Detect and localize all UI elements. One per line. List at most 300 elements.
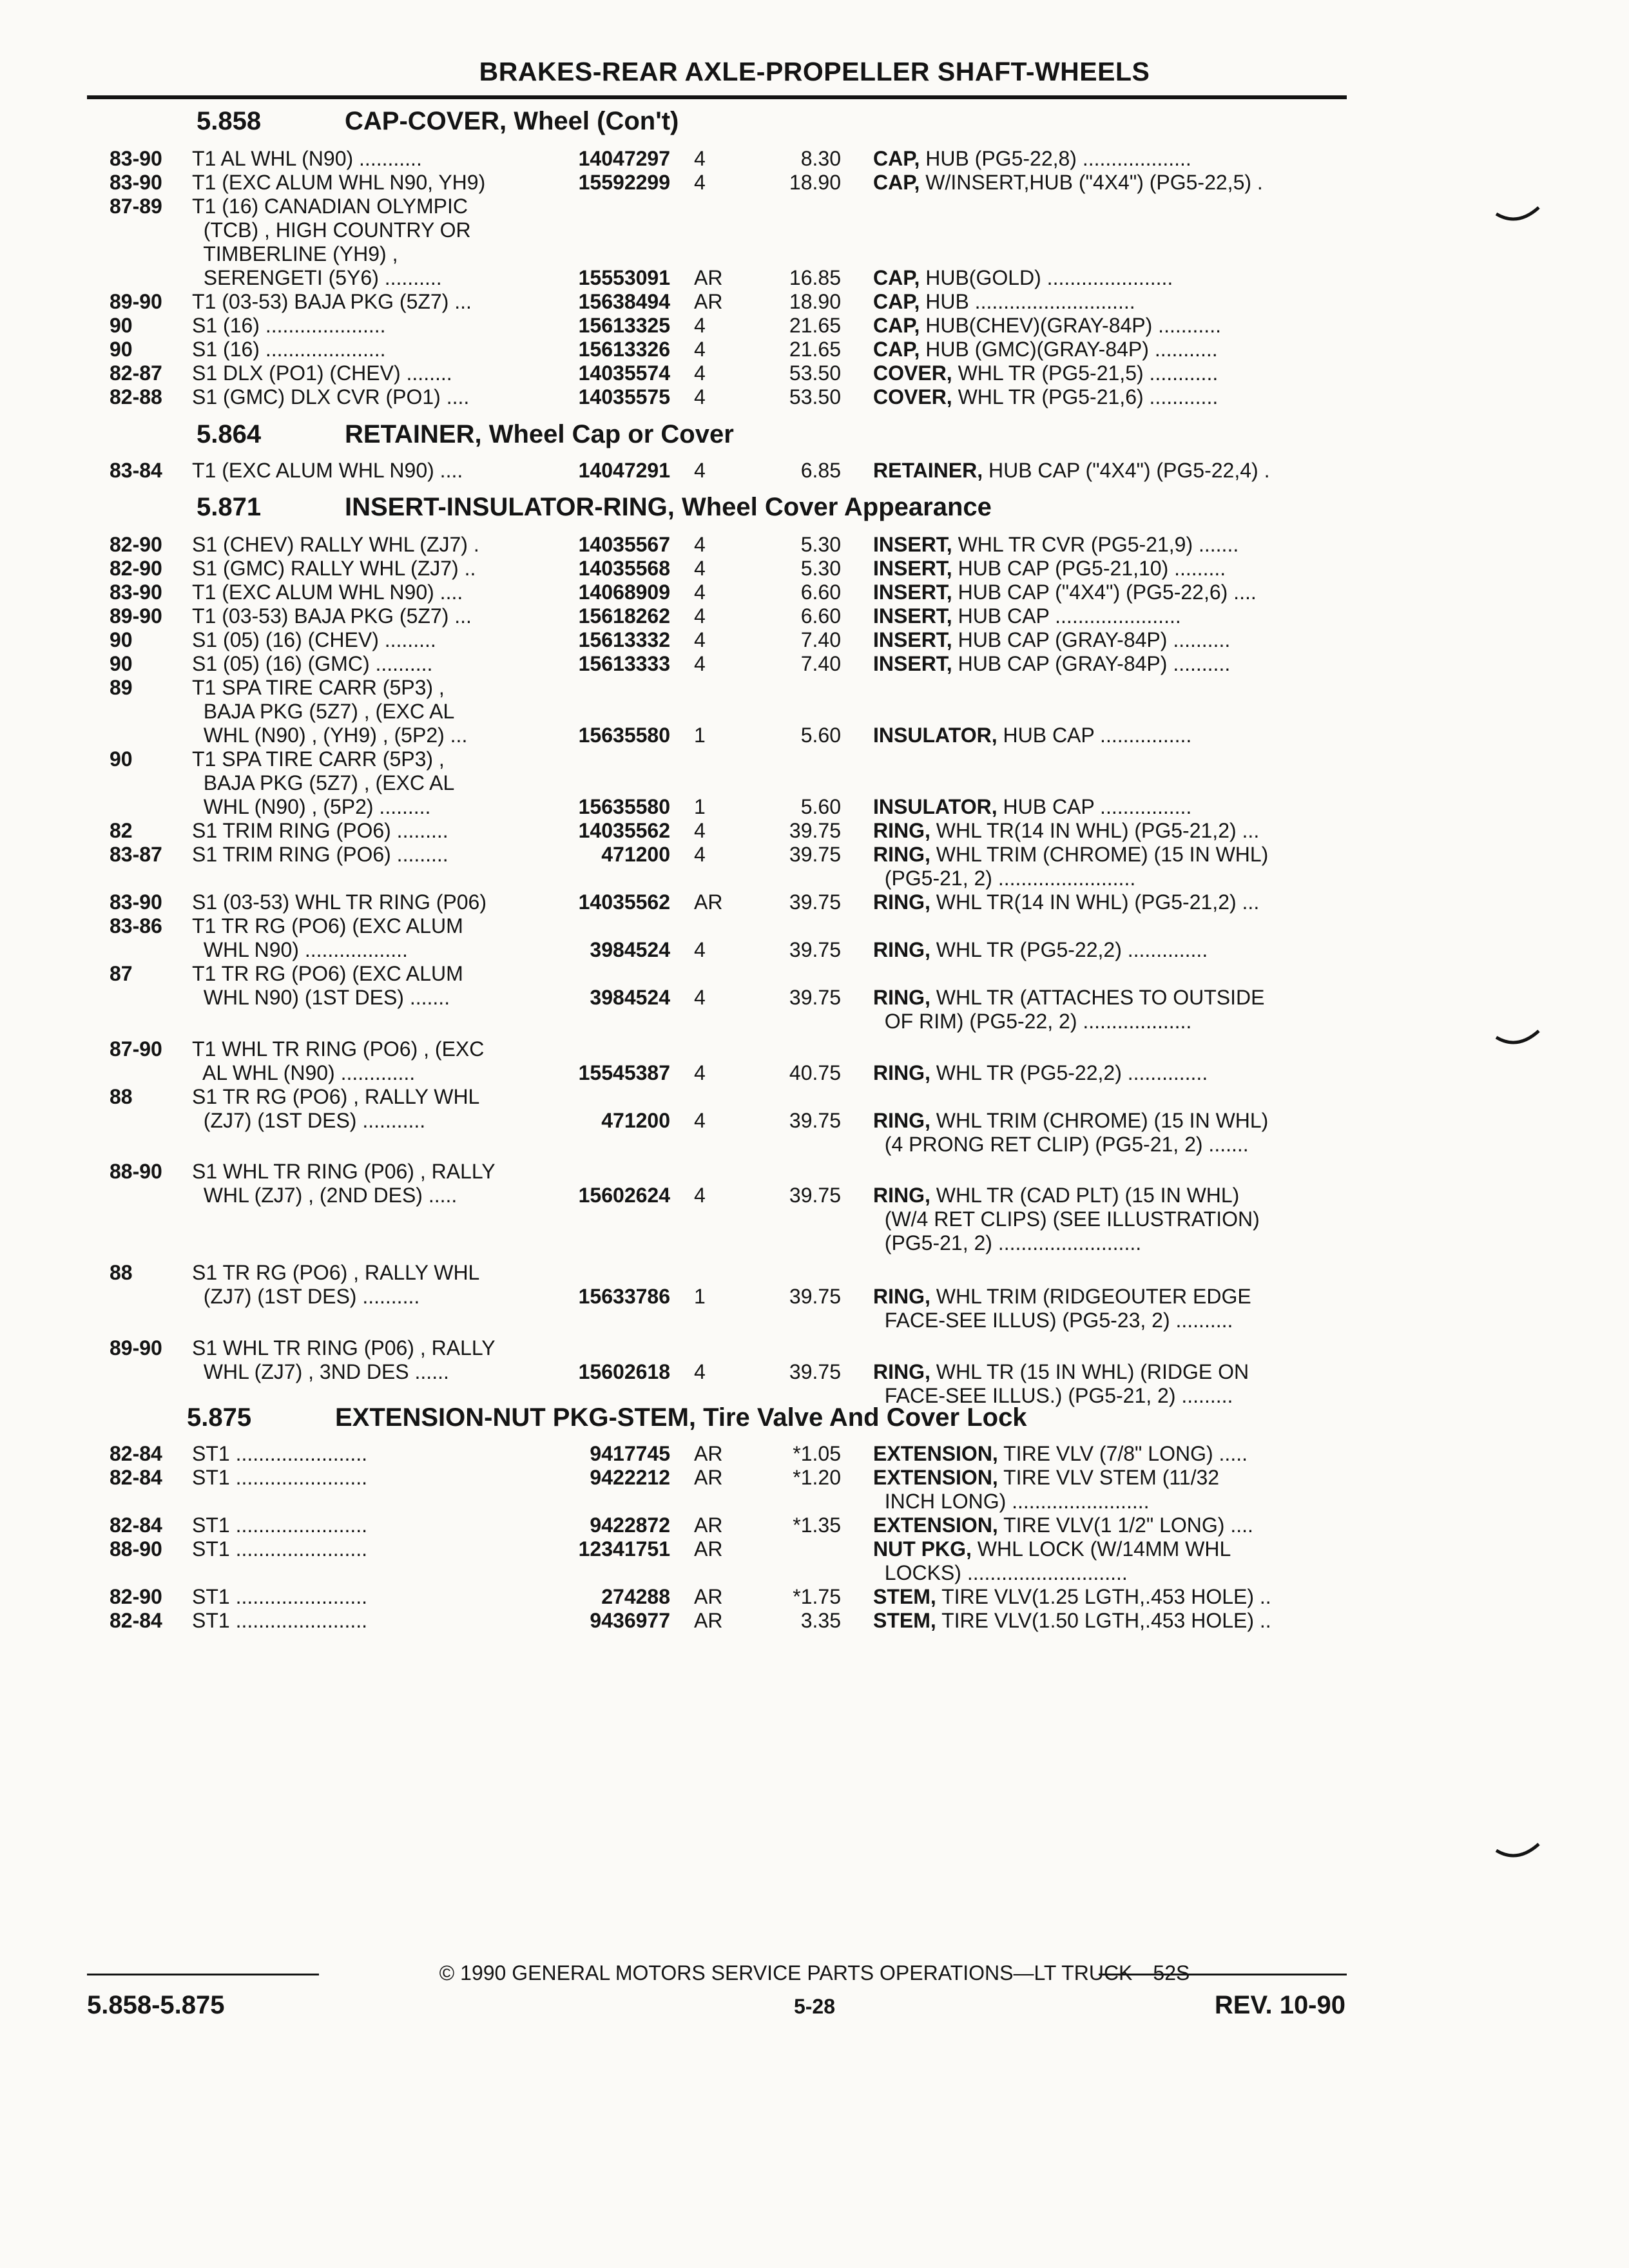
part-name-cell xyxy=(873,1537,1350,1561)
part-number-cell: 14035562 xyxy=(578,819,670,842)
description-cell: ST1 ....................... xyxy=(192,1466,368,1489)
description-cell: T1 WHL TR RING (PO6) , (EXC xyxy=(192,1037,485,1061)
part-name-detail: HUB(GOLD) ...................... xyxy=(920,266,1173,289)
part-number-cell: 274288 xyxy=(601,1585,670,1608)
year-cell: 88-90 xyxy=(110,1160,162,1183)
year-cell: 82-90 xyxy=(110,557,162,580)
part-number-cell: 14047297 xyxy=(578,147,670,170)
year-cell: 83-90 xyxy=(110,171,162,194)
description-cell: ST1 ....................... xyxy=(192,1609,368,1632)
part-name-detail: WHL TRIM (RIDGEOUTER EDGE xyxy=(930,1285,1251,1308)
price-cell: 21.65 xyxy=(789,338,841,361)
description-cell: ST1 ....................... xyxy=(192,1514,368,1537)
part-number-cell: 14035568 xyxy=(578,557,670,580)
part-number-cell: 14035562 xyxy=(578,890,670,914)
part-name-detail: LOCKS) ............................ xyxy=(873,1561,1128,1584)
description-cell: WHL (ZJ7) , 3ND DES ...... xyxy=(192,1360,449,1383)
part-name-keyword: RING, xyxy=(873,1184,930,1207)
part-name-cell xyxy=(873,652,1350,676)
description-cell: S1 (16) ..................... xyxy=(192,314,386,337)
part-name-cell xyxy=(873,1109,1350,1133)
part-name-detail: HUB CAP ("4X4") (PG5-22,4) . xyxy=(983,459,1270,482)
quantity-cell: 4 xyxy=(694,557,706,580)
year-cell: 82-90 xyxy=(110,1585,162,1608)
part-number-cell: 12341751 xyxy=(578,1537,670,1561)
part-name-cell xyxy=(873,819,1350,843)
price-cell: 21.65 xyxy=(789,314,841,337)
margin-check-mark xyxy=(1495,1030,1540,1049)
part-name-cell xyxy=(873,361,1350,385)
price-cell: 39.75 xyxy=(789,938,841,961)
part-name-keyword: RING, xyxy=(873,843,930,866)
year-cell: 89-90 xyxy=(110,604,162,628)
part-name-detail: HUB CAP (GRAY-84P) .......... xyxy=(952,652,1231,675)
part-name-cell xyxy=(873,266,1350,290)
description-cell: T1 AL WHL (N90) ........... xyxy=(192,147,422,170)
description-cell: S1 WHL TR RING (P06) , RALLY xyxy=(192,1160,496,1183)
section-title: INSERT-INSULATOR-RING, Wheel Cover Appearance xyxy=(345,493,992,521)
part-name-detail: WHL TRIM (CHROME) (15 IN WHL) xyxy=(930,1109,1269,1132)
description-cell: ST1 ....................... xyxy=(192,1442,368,1465)
part-name-detail: TIRE VLV (7/8" LONG) ..... xyxy=(998,1442,1248,1465)
part-name-cell xyxy=(873,1309,1350,1332)
price-cell: 6.60 xyxy=(800,581,841,604)
price-cell: 5.30 xyxy=(800,533,841,556)
year-cell: 87-89 xyxy=(110,195,162,218)
description-cell: AL WHL (N90) ............. xyxy=(192,1061,416,1084)
part-name-detail: OF RIM) (PG5-22, 2) ................... xyxy=(873,1010,1192,1033)
year-cell: 82-90 xyxy=(110,533,162,556)
description-cell: SERENGETI (5Y6) .......... xyxy=(192,266,442,289)
part-name-detail: HUB CAP ................ xyxy=(997,795,1192,818)
price-cell: 39.75 xyxy=(789,819,841,842)
part-number-cell: 14035567 xyxy=(578,533,670,556)
part-name-cell xyxy=(873,1207,1350,1231)
part-name-detail: TIRE VLV STEM (11/32 xyxy=(998,1466,1220,1489)
part-name-detail: (PG5-21, 2) ........................ xyxy=(873,867,1136,890)
part-name-keyword: CAP, xyxy=(873,338,920,361)
year-cell: 82-88 xyxy=(110,385,162,408)
part-name-detail: WHL TR (PG5-21,5) ............ xyxy=(952,361,1219,385)
section-number: 5.858 xyxy=(197,107,262,135)
description-cell: T1 (03-53) BAJA PKG (5Z7) ... xyxy=(192,290,472,313)
part-number-cell: 15633786 xyxy=(578,1285,670,1308)
year-cell: 83-84 xyxy=(110,459,162,482)
part-name-cell xyxy=(873,1442,1350,1466)
year-cell: 90 xyxy=(110,652,133,675)
price-cell: 6.60 xyxy=(800,604,841,628)
description-cell: S1 TRIM RING (PO6) ......... xyxy=(192,843,448,866)
page-header: BRAKES-REAR AXLE-PROPELLER SHAFT-WHEELS xyxy=(479,57,1150,86)
price-cell: 16.85 xyxy=(789,266,841,289)
section-heading-5864 xyxy=(197,420,734,449)
quantity-cell: AR xyxy=(694,1609,723,1632)
part-name-keyword: INSERT, xyxy=(873,557,952,580)
part-name-detail: HUB ............................ xyxy=(920,290,1135,313)
description-cell: WHL (N90) , (YH9) , (5P2) ... xyxy=(192,724,468,747)
margin-check-mark xyxy=(1495,1843,1540,1862)
quantity-cell: 4 xyxy=(694,171,706,194)
quantity-cell: 4 xyxy=(694,314,706,337)
description-cell: WHL (N90) , (5P2) ......... xyxy=(192,795,431,818)
description-cell: ST1 ....................... xyxy=(192,1537,368,1561)
price-cell: 39.75 xyxy=(789,1285,841,1308)
quantity-cell: 4 xyxy=(694,843,706,866)
price-cell: *1.75 xyxy=(793,1585,841,1608)
section-title: CAP-COVER, Wheel (Con't) xyxy=(345,107,679,135)
part-name-detail: HUB CAP ................ xyxy=(997,724,1192,747)
part-name-cell xyxy=(873,557,1350,581)
part-number-cell: 14068909 xyxy=(578,581,670,604)
part-number-cell: 15613333 xyxy=(578,652,670,675)
quantity-cell: 4 xyxy=(694,385,706,408)
part-name-cell xyxy=(873,1285,1350,1309)
quantity-cell: AR xyxy=(694,290,723,313)
part-name-keyword: CAP, xyxy=(873,171,920,194)
year-cell: 83-90 xyxy=(110,890,162,914)
description-cell: (TCB) , HIGH COUNTRY OR xyxy=(192,218,471,242)
section-number: 5.871 xyxy=(197,493,262,521)
part-name-cell xyxy=(873,338,1350,361)
part-name-cell xyxy=(873,459,1350,483)
year-cell: 90 xyxy=(110,747,133,771)
description-cell: T1 (EXC ALUM WHL N90) .... xyxy=(192,581,463,604)
price-cell: *1.35 xyxy=(793,1514,841,1537)
description-cell: S1 WHL TR RING (P06) , RALLY xyxy=(192,1336,496,1360)
part-number-cell: 15553091 xyxy=(578,266,670,289)
part-name-detail: HUB CAP (PG5-21,10) ......... xyxy=(952,557,1226,580)
year-cell: 83-87 xyxy=(110,843,162,866)
part-name-detail: HUB (GMC)(GRAY-84P) ........... xyxy=(920,338,1218,361)
part-number-cell: 9417745 xyxy=(590,1442,670,1465)
part-name-keyword: STEM, xyxy=(873,1609,936,1632)
part-number-cell: 3984524 xyxy=(590,986,670,1009)
part-number-cell: 15635580 xyxy=(578,724,670,747)
section-number: 5.864 xyxy=(197,420,262,448)
part-name-cell xyxy=(873,890,1350,914)
year-cell: 88-90 xyxy=(110,1537,162,1561)
part-number-cell: 15613325 xyxy=(578,314,670,337)
part-name-cell xyxy=(873,385,1350,409)
part-number-cell: 9436977 xyxy=(590,1609,670,1632)
quantity-cell: 4 xyxy=(694,459,706,482)
part-name-detail: WHL TR CVR (PG5-21,9) ....... xyxy=(952,533,1239,556)
section-number: 5.875 xyxy=(187,1403,252,1432)
part-name-cell xyxy=(873,1360,1350,1384)
price-cell: 3.35 xyxy=(800,1609,841,1632)
quantity-cell: AR xyxy=(694,890,723,914)
part-number-cell: 15613326 xyxy=(578,338,670,361)
part-name-detail: HUB CAP ...................... xyxy=(952,604,1181,628)
quantity-cell: 4 xyxy=(694,1061,706,1084)
description-cell: ST1 ....................... xyxy=(192,1585,368,1608)
description-cell: S1 (05) (16) (GMC) .......... xyxy=(192,652,433,675)
part-name-keyword: RING, xyxy=(873,890,930,914)
part-name-detail: WHL TR (PG5-21,6) ............ xyxy=(952,385,1219,408)
part-name-detail: W/INSERT,HUB ("4X4") (PG5-22,5) . xyxy=(920,171,1263,194)
quantity-cell: AR xyxy=(694,266,723,289)
part-number-cell: 15613332 xyxy=(578,628,670,651)
part-name-cell xyxy=(873,938,1350,962)
part-name-detail: WHL TR(14 IN WHL) (PG5-21,2) ... xyxy=(930,890,1260,914)
part-number-cell: 15545387 xyxy=(578,1061,670,1084)
year-cell: 89-90 xyxy=(110,290,162,313)
price-cell: *1.05 xyxy=(793,1442,841,1465)
part-name-keyword: INSERT, xyxy=(873,628,952,651)
price-cell: 18.90 xyxy=(789,171,841,194)
year-cell: 82-84 xyxy=(110,1609,162,1632)
section-title: RETAINER, Wheel Cap or Cover xyxy=(345,420,734,448)
description-cell: S1 (GMC) RALLY WHL (ZJ7) .. xyxy=(192,557,476,580)
part-number-cell: 15602618 xyxy=(578,1360,670,1383)
price-cell: 40.75 xyxy=(789,1061,841,1084)
part-number-cell: 15592299 xyxy=(578,171,670,194)
year-cell: 90 xyxy=(110,338,133,361)
part-name-detail: WHL LOCK (W/14MM WHL xyxy=(971,1537,1231,1561)
price-cell: 53.50 xyxy=(789,361,841,385)
description-cell: T1 SPA TIRE CARR (5P3) , xyxy=(192,676,445,699)
part-name-detail: TIRE VLV(1.50 LGTH,.453 HOLE) .. xyxy=(936,1609,1271,1632)
part-number-cell: 15635580 xyxy=(578,795,670,818)
quantity-cell: 4 xyxy=(694,1184,706,1207)
description-cell: S1 TR RG (PO6) , RALLY WHL xyxy=(192,1261,480,1284)
quantity-cell: AR xyxy=(694,1514,723,1537)
part-name-cell xyxy=(873,290,1350,314)
quantity-cell: 4 xyxy=(694,628,706,651)
part-number-cell: 471200 xyxy=(601,1109,670,1132)
price-cell: 5.30 xyxy=(800,557,841,580)
part-name-cell xyxy=(873,628,1350,652)
part-name-detail: TIRE VLV(1.25 LGTH,.453 HOLE) .. xyxy=(936,1585,1271,1608)
part-name-detail: (W/4 RET CLIPS) (SEE ILLUSTRATION) xyxy=(873,1207,1260,1231)
description-cell: S1 (CHEV) RALLY WHL (ZJ7) . xyxy=(192,533,479,556)
description-cell: T1 (EXC ALUM WHL N90) .... xyxy=(192,459,463,482)
part-name-cell xyxy=(873,724,1350,747)
quantity-cell: 1 xyxy=(694,1285,706,1308)
year-cell: 87-90 xyxy=(110,1037,162,1061)
part-name-cell xyxy=(873,604,1350,628)
part-name-detail: FACE-SEE ILLUS.) (PG5-21, 2) ......... xyxy=(873,1384,1233,1407)
part-name-cell xyxy=(873,1466,1350,1490)
year-cell: 88 xyxy=(110,1085,133,1108)
part-number-cell: 9422212 xyxy=(590,1466,670,1489)
part-name-detail: WHL TR (CAD PLT) (15 IN WHL) xyxy=(930,1184,1240,1207)
description-cell: T1 (16) CANADIAN OLYMPIC xyxy=(192,195,468,218)
footer-page-number: 5-28 xyxy=(793,1995,836,2018)
part-name-cell xyxy=(873,843,1350,867)
price-cell: 5.60 xyxy=(800,724,841,747)
part-name-detail: HUB CAP (GRAY-84P) .......... xyxy=(952,628,1231,651)
quantity-cell: 4 xyxy=(694,338,706,361)
description-cell: WHL N90) .................. xyxy=(192,938,408,961)
part-name-keyword: CAP, xyxy=(873,266,920,289)
part-name-keyword: INSERT, xyxy=(873,604,952,628)
part-name-cell xyxy=(873,1231,1350,1255)
year-cell: 89 xyxy=(110,676,133,699)
part-name-detail: WHL TR (PG5-22,2) .............. xyxy=(930,1061,1208,1084)
year-cell: 83-90 xyxy=(110,581,162,604)
quantity-cell: AR xyxy=(694,1585,723,1608)
price-cell: 7.40 xyxy=(800,652,841,675)
part-name-cell xyxy=(873,1010,1350,1033)
part-name-detail: WHL TR(14 IN WHL) (PG5-21,2) ... xyxy=(930,819,1260,842)
part-name-keyword: RETAINER, xyxy=(873,459,983,482)
footer-copyright: © 1990 GENERAL MOTORS SERVICE PARTS OPERATIONS—LT TRUCK—52S xyxy=(439,1961,1190,1984)
price-cell: 7.40 xyxy=(800,628,841,651)
quantity-cell: AR xyxy=(694,1442,723,1465)
quantity-cell: 4 xyxy=(694,604,706,628)
section-title: EXTENSION-NUT PKG-STEM, Tire Valve And Cover Lock xyxy=(335,1403,1027,1432)
quantity-cell: 1 xyxy=(694,724,706,747)
price-cell: 18.90 xyxy=(789,290,841,313)
section-heading-5871 xyxy=(197,493,992,522)
description-cell: S1 (GMC) DLX CVR (PO1) .... xyxy=(192,385,470,408)
part-name-cell xyxy=(873,1061,1350,1085)
year-cell: 83-90 xyxy=(110,147,162,170)
part-number-cell: 15618262 xyxy=(578,604,670,628)
part-name-detail: WHL TRIM (CHROME) (15 IN WHL) xyxy=(930,843,1269,866)
footer-revision: REV. 10-90 xyxy=(1214,1991,1345,2019)
part-name-keyword: RING, xyxy=(873,986,930,1009)
part-name-cell xyxy=(873,1384,1350,1408)
part-name-cell xyxy=(873,795,1350,819)
description-cell: BAJA PKG (5Z7) , (EXC AL xyxy=(192,771,455,794)
part-name-keyword: INSERT, xyxy=(873,652,952,675)
quantity-cell: 4 xyxy=(694,533,706,556)
part-name-keyword: INSULATOR, xyxy=(873,724,998,747)
year-cell: 82-84 xyxy=(110,1466,162,1489)
part-name-keyword: EXTENSION, xyxy=(873,1442,998,1465)
quantity-cell: 4 xyxy=(694,938,706,961)
description-cell: S1 (05) (16) (CHEV) ......... xyxy=(192,628,436,651)
year-cell: 82 xyxy=(110,819,133,842)
part-name-cell xyxy=(873,1609,1350,1633)
part-number-cell: 14035574 xyxy=(578,361,670,385)
description-cell: BAJA PKG (5Z7) , (EXC AL xyxy=(192,700,455,723)
price-cell: 5.60 xyxy=(800,795,841,818)
part-name-detail: HUB(CHEV)(GRAY-84P) ........... xyxy=(920,314,1221,337)
part-name-keyword: RING, xyxy=(873,1285,930,1308)
description-cell: T1 TR RG (PO6) (EXC ALUM xyxy=(192,914,463,937)
part-name-keyword: COVER, xyxy=(873,385,952,408)
year-cell: 82-84 xyxy=(110,1514,162,1537)
part-name-cell xyxy=(873,1585,1350,1609)
description-cell: S1 TR RG (PO6) , RALLY WHL xyxy=(192,1085,480,1108)
part-name-cell xyxy=(873,533,1350,557)
part-name-keyword: INSERT, xyxy=(873,533,952,556)
part-name-detail: WHL TR (ATTACHES TO OUTSIDE xyxy=(930,986,1265,1009)
part-name-keyword: INSERT, xyxy=(873,581,952,604)
part-name-keyword: NUT PKG, xyxy=(873,1537,972,1561)
description-cell: T1 SPA TIRE CARR (5P3) , xyxy=(192,747,445,771)
year-cell: 88 xyxy=(110,1261,133,1284)
footer-section-range: 5.858-5.875 xyxy=(87,1991,225,2019)
description-cell: (ZJ7) (1ST DES) ........... xyxy=(192,1109,426,1132)
quantity-cell: 4 xyxy=(694,819,706,842)
part-name-detail: FACE-SEE ILLUS) (PG5-23, 2) .......... xyxy=(873,1309,1233,1332)
margin-check-mark xyxy=(1495,206,1540,226)
quantity-cell: AR xyxy=(694,1466,723,1489)
price-cell: 6.85 xyxy=(800,459,841,482)
year-cell: 90 xyxy=(110,628,133,651)
part-name-cell xyxy=(873,147,1350,171)
part-number-cell: 3984524 xyxy=(590,938,670,961)
part-name-detail: WHL TR (15 IN WHL) (RIDGE ON xyxy=(930,1360,1249,1383)
part-name-detail: WHL TR (PG5-22,2) .............. xyxy=(930,938,1208,961)
quantity-cell: 4 xyxy=(694,147,706,170)
price-cell: 39.75 xyxy=(789,890,841,914)
part-name-keyword: CAP, xyxy=(873,290,920,313)
quantity-cell: 1 xyxy=(694,795,706,818)
part-name-cell xyxy=(873,1184,1350,1207)
description-cell: T1 (EXC ALUM WHL N90, YH9) xyxy=(192,171,486,194)
description-cell: S1 (16) ..................... xyxy=(192,338,386,361)
part-name-cell xyxy=(873,1133,1350,1157)
description-cell: WHL (ZJ7) , (2ND DES) ..... xyxy=(192,1184,458,1207)
part-name-keyword: INSULATOR, xyxy=(873,795,998,818)
part-name-keyword: EXTENSION, xyxy=(873,1514,998,1537)
part-name-cell xyxy=(873,581,1350,604)
price-cell: 39.75 xyxy=(789,1184,841,1207)
description-cell: (ZJ7) (1ST DES) .......... xyxy=(192,1285,420,1308)
description-cell: T1 (03-53) BAJA PKG (5Z7) ... xyxy=(192,604,472,628)
part-number-cell: 14047291 xyxy=(578,459,670,482)
part-name-keyword: EXTENSION, xyxy=(873,1466,998,1489)
part-name-cell xyxy=(873,1490,1350,1514)
part-number-cell: 14035575 xyxy=(578,385,670,408)
part-name-detail: (PG5-21, 2) ......................... xyxy=(873,1231,1142,1254)
part-name-keyword: RING, xyxy=(873,819,930,842)
part-number-cell: 9422872 xyxy=(590,1514,670,1537)
section-heading-5858 xyxy=(197,107,679,136)
part-name-keyword: COVER, xyxy=(873,361,952,385)
price-cell: 8.30 xyxy=(800,147,841,170)
price-cell: 39.75 xyxy=(789,843,841,866)
header-rule xyxy=(87,95,1347,99)
part-name-keyword: STEM, xyxy=(873,1585,936,1608)
year-cell: 87 xyxy=(110,962,133,985)
price-cell: 39.75 xyxy=(789,986,841,1009)
price-cell: *1.20 xyxy=(793,1466,841,1489)
part-name-keyword: CAP, xyxy=(873,147,920,170)
part-number-cell: 15602624 xyxy=(578,1184,670,1207)
part-name-detail: INCH LONG) ........................ xyxy=(873,1490,1150,1513)
price-cell: 53.50 xyxy=(789,385,841,408)
part-name-keyword: RING, xyxy=(873,1360,930,1383)
part-name-detail: TIRE VLV(1 1/2" LONG) .... xyxy=(998,1514,1253,1537)
quantity-cell: 4 xyxy=(694,1109,706,1132)
description-cell: WHL N90) (1ST DES) ....... xyxy=(192,986,450,1009)
quantity-cell: 4 xyxy=(694,361,706,385)
part-name-keyword: RING, xyxy=(873,1109,930,1132)
description-cell: S1 TRIM RING (PO6) ......... xyxy=(192,819,448,842)
part-name-detail: (4 PRONG RET CLIP) (PG5-21, 2) ....... xyxy=(873,1133,1249,1156)
part-number-cell: 471200 xyxy=(601,843,670,866)
part-name-detail: HUB CAP ("4X4") (PG5-22,6) .... xyxy=(952,581,1257,604)
part-name-cell xyxy=(873,171,1350,195)
part-name-keyword: CAP, xyxy=(873,314,920,337)
quantity-cell: 4 xyxy=(694,1360,706,1383)
year-cell: 82-84 xyxy=(110,1442,162,1465)
year-cell: 83-86 xyxy=(110,914,162,937)
year-cell: 89-90 xyxy=(110,1336,162,1360)
part-name-detail: HUB (PG5-22,8) ................... xyxy=(920,147,1191,170)
description-cell: S1 (03-53) WHL TR RING (P06) xyxy=(192,890,487,914)
price-cell: 39.75 xyxy=(789,1109,841,1132)
part-name-cell xyxy=(873,867,1350,890)
quantity-cell: 4 xyxy=(694,581,706,604)
description-cell: S1 DLX (PO1) (CHEV) ........ xyxy=(192,361,452,385)
